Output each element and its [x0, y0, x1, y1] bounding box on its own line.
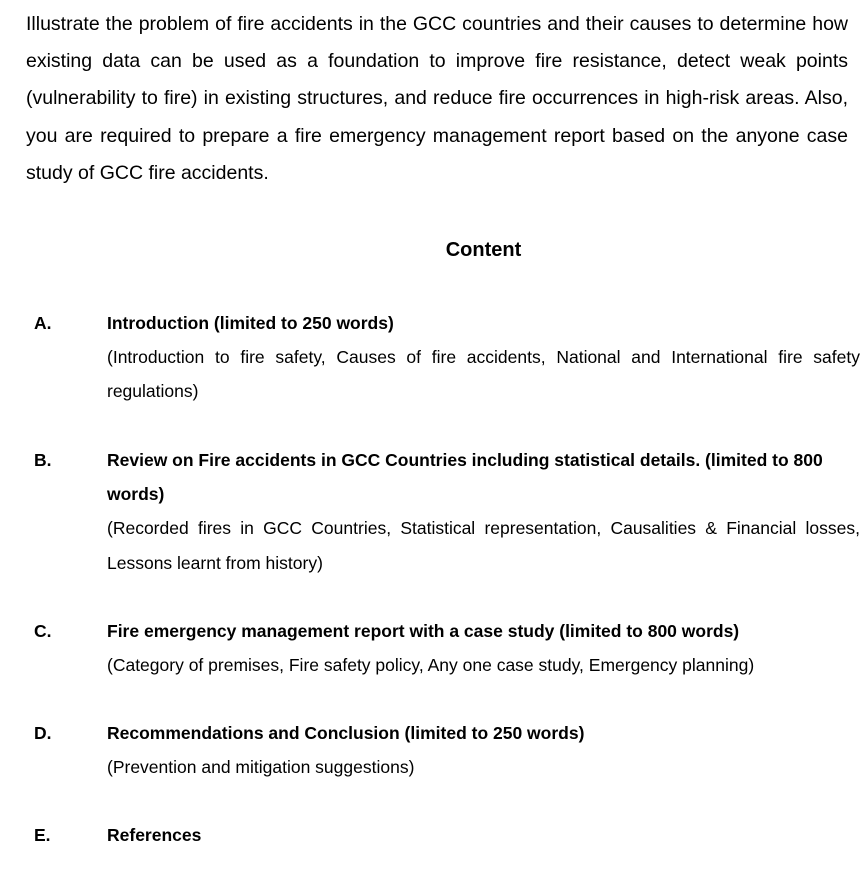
section-letter: B. [34, 450, 52, 470]
section-body [107, 716, 860, 784]
section-title: References [107, 825, 202, 845]
section-title: Introduction (limited to 250 words) [107, 313, 394, 333]
section-body [107, 443, 860, 580]
section-body [107, 818, 860, 852]
section-body [107, 306, 860, 409]
section-letter: A. [34, 313, 52, 333]
section-title: Recommendations and Conclusion (limited to 250 words) [107, 723, 585, 743]
section-description: (Recorded fires in GCC Countries, Statistical representation, Causalities & Financial losses, Lessons learnt from history) [107, 518, 860, 573]
section-title: Fire emergency management report with a case study (limited to 800 words) [107, 621, 740, 641]
intro-paragraph: Illustrate the problem of fire accidents in the GCC countries and their causes to determine how existing data can be used as a foundation to improve fire resistance, detect weak points (vulnerability to fire) in existing structures, and reduce fire occurrences in high-risk areas. Also, you are required to prepare a fire emergency management report based on the anyone case study of GCC fire accidents. [26, 13, 848, 184]
section-title: Review on Fire accidents in GCC Countries including statistical details. (limited to 800 words) [107, 450, 823, 505]
section-letter: C. [34, 621, 52, 641]
section-letter: E. [34, 825, 51, 845]
section-description: (Category of premises, Fire safety policy, Any one case study, Emergency planning) [107, 655, 755, 676]
section-description: (Prevention and mitigation suggestions) [107, 757, 415, 778]
section-description: (Introduction to fire safety, Causes of fire accidents, National and International fire safety regulations) [107, 347, 860, 402]
section-letter: D. [34, 723, 52, 743]
content-heading: Content [445, 239, 522, 261]
section-body [107, 614, 860, 682]
